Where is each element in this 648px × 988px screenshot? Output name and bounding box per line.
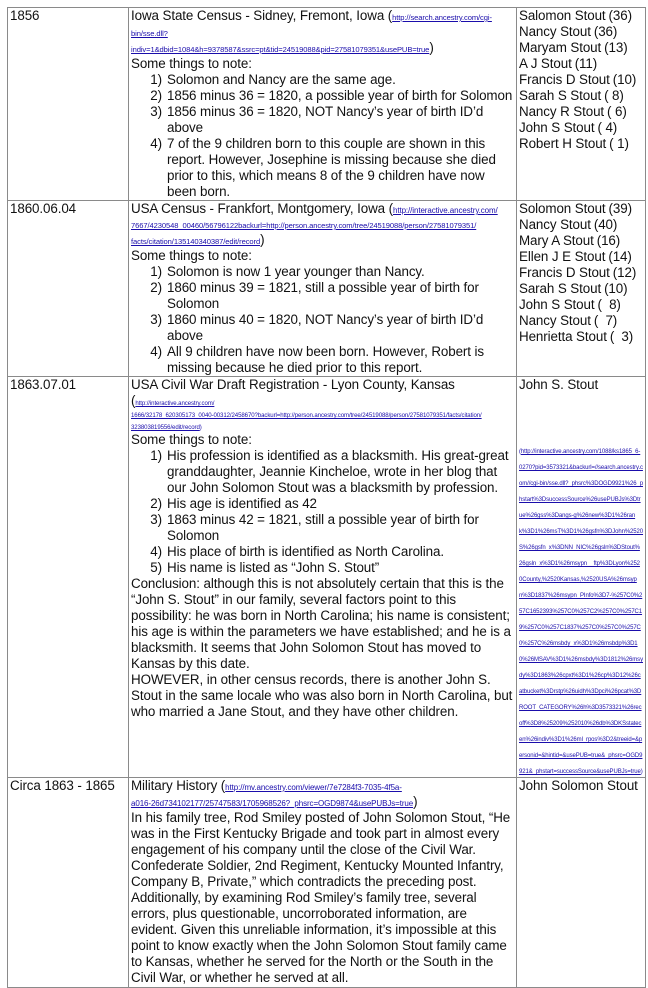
household-member: John S. Stout <box>519 377 599 392</box>
household-member: John S Stout ( 4) <box>519 120 618 135</box>
household-cell <box>517 778 646 988</box>
household-member: Francis D Stout (12) <box>519 265 637 280</box>
record-title-line: Iowa State Census - Sidney, Fremont, Iowa (http://search.ancestry.com/cgi-bin/sse.dll? <box>131 8 492 38</box>
note-item: 2) 1856 minus 36 = 1820, a possible year of birth for Solomon <box>150 88 513 103</box>
household-member: Henrietta Stout ( 3) <box>519 329 634 344</box>
however-paragraph: HOWEVER, in other census records, there is another John S. Stout in the same locale who was also born in North Carolina, but who married a Jane Stout, and they have other children. <box>131 672 513 719</box>
household-member: Ellen J E Stout (14) <box>519 249 632 264</box>
household-member: Robert H Stout ( 1) <box>519 136 629 151</box>
household-member: John S Stout ( 8) <box>519 297 621 312</box>
record-cell: Military History (http://mv.ancestry.com/viewer/7e7284f3-7035-4f5a- a016-26d734102177/25747583/1705968526?_phsrc=OGD9874&usePUBJs=true) In his family tree, Rod Smiley posted of John Solomon Stout, “He was in the First Kentucky Brigade and took part in almost every engagement of his company until the close of the Civil War. Confederate Soldier, 2nd Regiment, Kentucky Mounted Infantry, Company B, Private,” which contradicts the preceding post. Additionally, by examining Rod Smiley’s family tree, several errors, plus questionable, uncorroborated information, are evident. Given this unreliable information, it’s impossible at this point to know exactly when the John Solomon Stout family came to Kansas, whether he served for the North or the South in the Civil War, or whether he served at all. <box>129 778 517 988</box>
household-member: Nancy R Stout ( 6) <box>519 104 627 119</box>
census-source-link[interactable]: http://interactive.ancestry.com/1088/ks1865_6-0270?pid=3573321&backurl=//search.ancestry.com//cgi-bin/sse.dll?_phsrc%3DOGD9921%26_phstart%3DsuccessSource%26usePUBJs%3Dtrue%26gss%3Dangs-g%26new%3D1%26rank%3D1%26msT%3D1%26gsfn%3DJohn%2520S%26gsfn_x%3DNN_NIC%26gsln%3DStout%26gsln_x%3D1%26msypn__ftp%3DLyon%2520County,%2520Kansas,%2520USA%26msypn%3D1837%26msypn_PInfo%3D7-%257C0%257C1652393%257C0%257C2%257C0%257C19%257C0%257C1837%257C0%257C0%257C0%257C%26msbdy_x%3D1%26msbdp%3D10%26MSAV%3D1%26msbdy%3D1812%26msydy%3D1863%26cpxt%3D1%26cp%3D12%26catbucket%3Drstp%26uidh%3Dpci%26pcat%3DROOT_CATEGORY%26h%3D3573321%26recoff%3D8%25209%252010%26db%3DKSstatecen%26indiv%3D1%26ml_rpos%3D2&treeid=&personid=&hintid=&usePUB=true&_phsrc=OGD9921&_phstart=successSource&usePUBJs=true <box>519 449 644 775</box>
note-item: 4) 7 of the 9 children born to this couple are shown in this report. However, Josephine is missing because she died prior to this, which means 8 of the 9 children have now been born. <box>150 136 496 199</box>
notes-header: Some things to note: <box>131 248 252 263</box>
source-link-continued[interactable]: facts/citation/135140340387/edit/record <box>131 237 261 246</box>
note-item: 2) 1860 minus 39 = 1821, still a possible year of birth for Solomon <box>150 280 479 311</box>
household-member: Francis D Stout (10) <box>519 72 637 87</box>
table-row <box>8 778 646 988</box>
household-member: Mary A Stout (16) <box>519 233 621 248</box>
household-member: Nancy Stout (36) <box>519 24 618 39</box>
record-cell: Iowa State Census - Sidney, Fremont, Iowa (http://search.ancestry.com/cgi-bin/sse.dll? indiv=1&dbid=1084&h=9378587&ssrc=pt&tid=24519088&pid=27581079351&usePUB=true) Some things to note: 1) Solomon and Nancy are the same age. 2) 1856 minus 36 = 1820, a possible year of birth for Solomon 3) 1856 minus 36 = 1820, NOT Nancy’s year of birth ID’d above 4) 7 of the 9 children born to this couple are shown in this report. However, Josephine is missing because she died prior to this, which means 8 of the 9 children have now been born. <box>129 8 517 201</box>
record-title: USA Civil War Draft Registration - Lyon County, Kansas <box>131 377 455 392</box>
date-cell: 1856 <box>8 8 129 201</box>
note-item: 5) His name is listed as “John S. Stout” <box>150 560 380 575</box>
source-link[interactable]: http://interactive.ancestry.com/ <box>392 206 498 215</box>
paragraph: Additionally, by examining Rod Smiley’s family tree, several errors, plus questionable, uncorroborated information, are evident. Given this unreliable information, it’s impossible at this point to know exactly when the John Solomon Stout family came to Kansas, whether he served for the North or the South in the Civil War, or whether he served at all. <box>131 890 507 985</box>
household-member: John Solomon Stout <box>519 778 638 793</box>
household-member: Sarah S Stout (10) <box>519 281 628 296</box>
note-item: 1) Solomon and Nancy are the same age. <box>150 72 396 87</box>
table-row <box>8 8 646 201</box>
table-row <box>8 201 646 377</box>
notes-list <box>131 448 514 576</box>
household-cell <box>517 201 646 377</box>
research-table <box>7 7 646 988</box>
table-row <box>8 377 646 778</box>
household-member: A J Stout (11) <box>519 56 598 71</box>
notes-list <box>131 264 514 376</box>
record-cell: USA Census - Frankfort, Montgomery, Iowa (http://interactive.ancestry.com/ 7667/4230548_00460/56796122backurl=http://person.ancestry.com/tree/24519088/person/27581079351/ facts/citation/135140340387/edit/record) Some things to note: 1) Solomon is now 1 year younger than Nancy. 2) 1860 minus 39 = 1821, still a possible year of birth for Solomon 3) 1860 minus 40 = 1820, NOT Nancy’s year of birth ID’d above 4) All 9 children have now been born. However, Robert is missing because he died prior to this report. <box>129 201 517 377</box>
notes-header: Some things to note: <box>131 432 252 447</box>
note-item: 3) 1860 minus 40 = 1820, NOT Nancy’s year of birth ID’d above <box>150 312 484 343</box>
conclusion-paragraph: Conclusion: although this is not absolutely certain that this is the “John S. Stout” in our family, several factors point to this possibility: he was born in North Carolina; his name is consistent; his age is within the parameters we have established; and he is a blacksmith. It seems that John Solomon Stout has moved to Kansas by this date. <box>131 576 511 671</box>
note-item: 1) Solomon is now 1 year younger than Nancy. <box>150 264 425 279</box>
note-item: 4) All 9 children have now been born. However, Robert is missing because he died prior to this report. <box>150 344 484 375</box>
household-cell <box>517 8 646 201</box>
date-cell: Circa 1863 - 1865 <box>8 778 129 988</box>
household-member: Sarah S Stout ( 8) <box>519 88 624 103</box>
note-item: 4) His place of birth is identified as North Carolina. <box>150 544 444 559</box>
source-link[interactable]: http://mv.ancestry.com/viewer/7e7284f3-7035-4f5a- <box>225 783 402 792</box>
record-cell: USA Civil War Draft Registration - Lyon County, Kansas (http://interactive.ancestry.com/ 1666/32178_620305173_0040-00312/2458670?backurl=http://person.ancestry.com/tree/24519088/person/27581079351/facts/citation/ 323803819556/edit/record) Some things to note: 1) His profession is identified as a blacksmith. His great-great granddaughter, Jeannie Kincheloe, wrote in her blog that our John Solomon Stout was a blacksmith by profession. 2) His age is identified as 42 3) 1863 minus 42 = 1821, still a possible year of birth for Solomon 4) His place of birth is identified as North Carolina. 5) His name is listed as “John S. Stout” Conclusion: although this is not absolutely certain that this is the “John S. Stout” in our family, several factors point to this possibility: he was born in North Carolina; his name is consistent; his age is within the parameters we have established; and he is a blacksmith. It seems that John Solomon Stout has moved to Kansas by this date. HOWEVER, in other census records, there is another John S. Stout in the same locale who was also born in North Carolina, but who married a Jane Stout, and they have other children. <box>129 377 517 778</box>
note-item: 1) His profession is identified as a blacksmith. His great-great granddaughter, Jeannie Kincheloe, wrote in her blog that our John Solomon Stout was a blacksmith by profession. <box>150 448 509 495</box>
record-title: Iowa State Census - Sidney, Fremont, Iowa <box>131 8 385 23</box>
source-link-continued[interactable]: a016-26d734102177/25747583/1705968526?_phsrc=OGD9874&usePUBJs=true <box>131 799 414 808</box>
source-link[interactable]: http://search.ancestry.com/cgi-bin/sse.dll? <box>131 13 492 38</box>
household-member: Solomon Stout (39) <box>519 201 632 216</box>
source-link-continued[interactable]: 7667/4230548_00460/56796122backurl=http://person.ancestry.com/tree/24519088/person/27581079351/ <box>131 221 477 230</box>
notes-list <box>131 72 514 200</box>
date-cell: 1860.06.04 <box>8 201 129 377</box>
household-member: Nancy Stout (40) <box>519 217 618 232</box>
paragraph: In his family tree, Rod Smiley posted of John Solomon Stout, “He was in the First Kentucky Brigade and took part in almost every engagement of his company until the close of the Civil War. Confederate Soldier, 2nd Regiment, Kentucky Mounted Infantry, Company B, Private,” which contradicts the preceding post. <box>131 810 511 889</box>
record-title: Military History <box>131 778 218 793</box>
source-link-continued[interactable]: indiv=1&dbid=1084&h=9378587&ssrc=pt&tid=24519088&pid=27581079351&usePUB=true <box>131 45 430 54</box>
note-item: 3) 1863 minus 42 = 1821, still a possible year of birth for Solomon <box>150 512 479 543</box>
note-item: 3) 1856 minus 36 = 1820, NOT Nancy’s year of birth ID’d above <box>150 104 484 135</box>
household-cell: John S. Stout (http://interactive.ancestry.com/1088/ks1865_6-0270?pid=3573321&backurl=//search.ancestry.com//cgi-bin/sse.dll?_phsrc%3DOGD9921%26_phstart%3DsuccessSource%26usePUBJs%3Dtrue%26gss%3Dangs-g%26new%3D1%26rank%3D1%26msT%3D1%26gsfn%3DJohn%2520S%26gsfn_x%3DNN_NIC%26gsln%3DStout%26gsln_x%3D1%26msypn__ftp%3DLyon%2520County,%2520Kansas,%2520USA%26msypn%3D1837%26msypn_PInfo%3D7-%257C0%257C1652393%257C0%257C2%257C0%257C19%257C0%257C1837%257C0%257C0%257C0%257C%26msbdy_x%3D1%26msbdp%3D10%26MSAV%3D1%26msbdy%3D1812%26msydy%3D1863%26cpxt%3D1%26cp%3D12%26catbucket%3Drstp%26uidh%3Dpci%26pcat%3DROOT_CATEGORY%26h%3D3573321%26recoff%3D8%25209%252010%26db%3DKSstatecen%26indiv%3D1%26ml_rpos%3D2&treeid=&personid=&hintid=&usePUB=true&_phsrc=OGD9921&_phstart=successSource&usePUBJs=true) <box>517 377 646 778</box>
date-cell: 1863.07.01 <box>8 377 129 778</box>
household-member: Salomon Stout (36) <box>519 8 632 23</box>
record-title: USA Census - Frankfort, Montgomery, Iowa <box>131 201 385 216</box>
notes-header: Some things to note: <box>131 56 252 71</box>
note-item: 2) His age is identified as 42 <box>150 496 317 511</box>
household-member: Nancy Stout ( 7) <box>519 313 618 328</box>
source-link-continued[interactable]: 323803819556/edit/record <box>131 424 200 431</box>
source-link[interactable]: http://interactive.ancestry.com/ <box>135 400 215 407</box>
source-link-continued[interactable]: 1666/32178_620305173_0040-00312/2458670?backurl=http://person.ancestry.com/tree/24519088/person/27581079351/facts/citation/ <box>131 412 482 419</box>
household-member: Maryam Stout (13) <box>519 40 628 55</box>
